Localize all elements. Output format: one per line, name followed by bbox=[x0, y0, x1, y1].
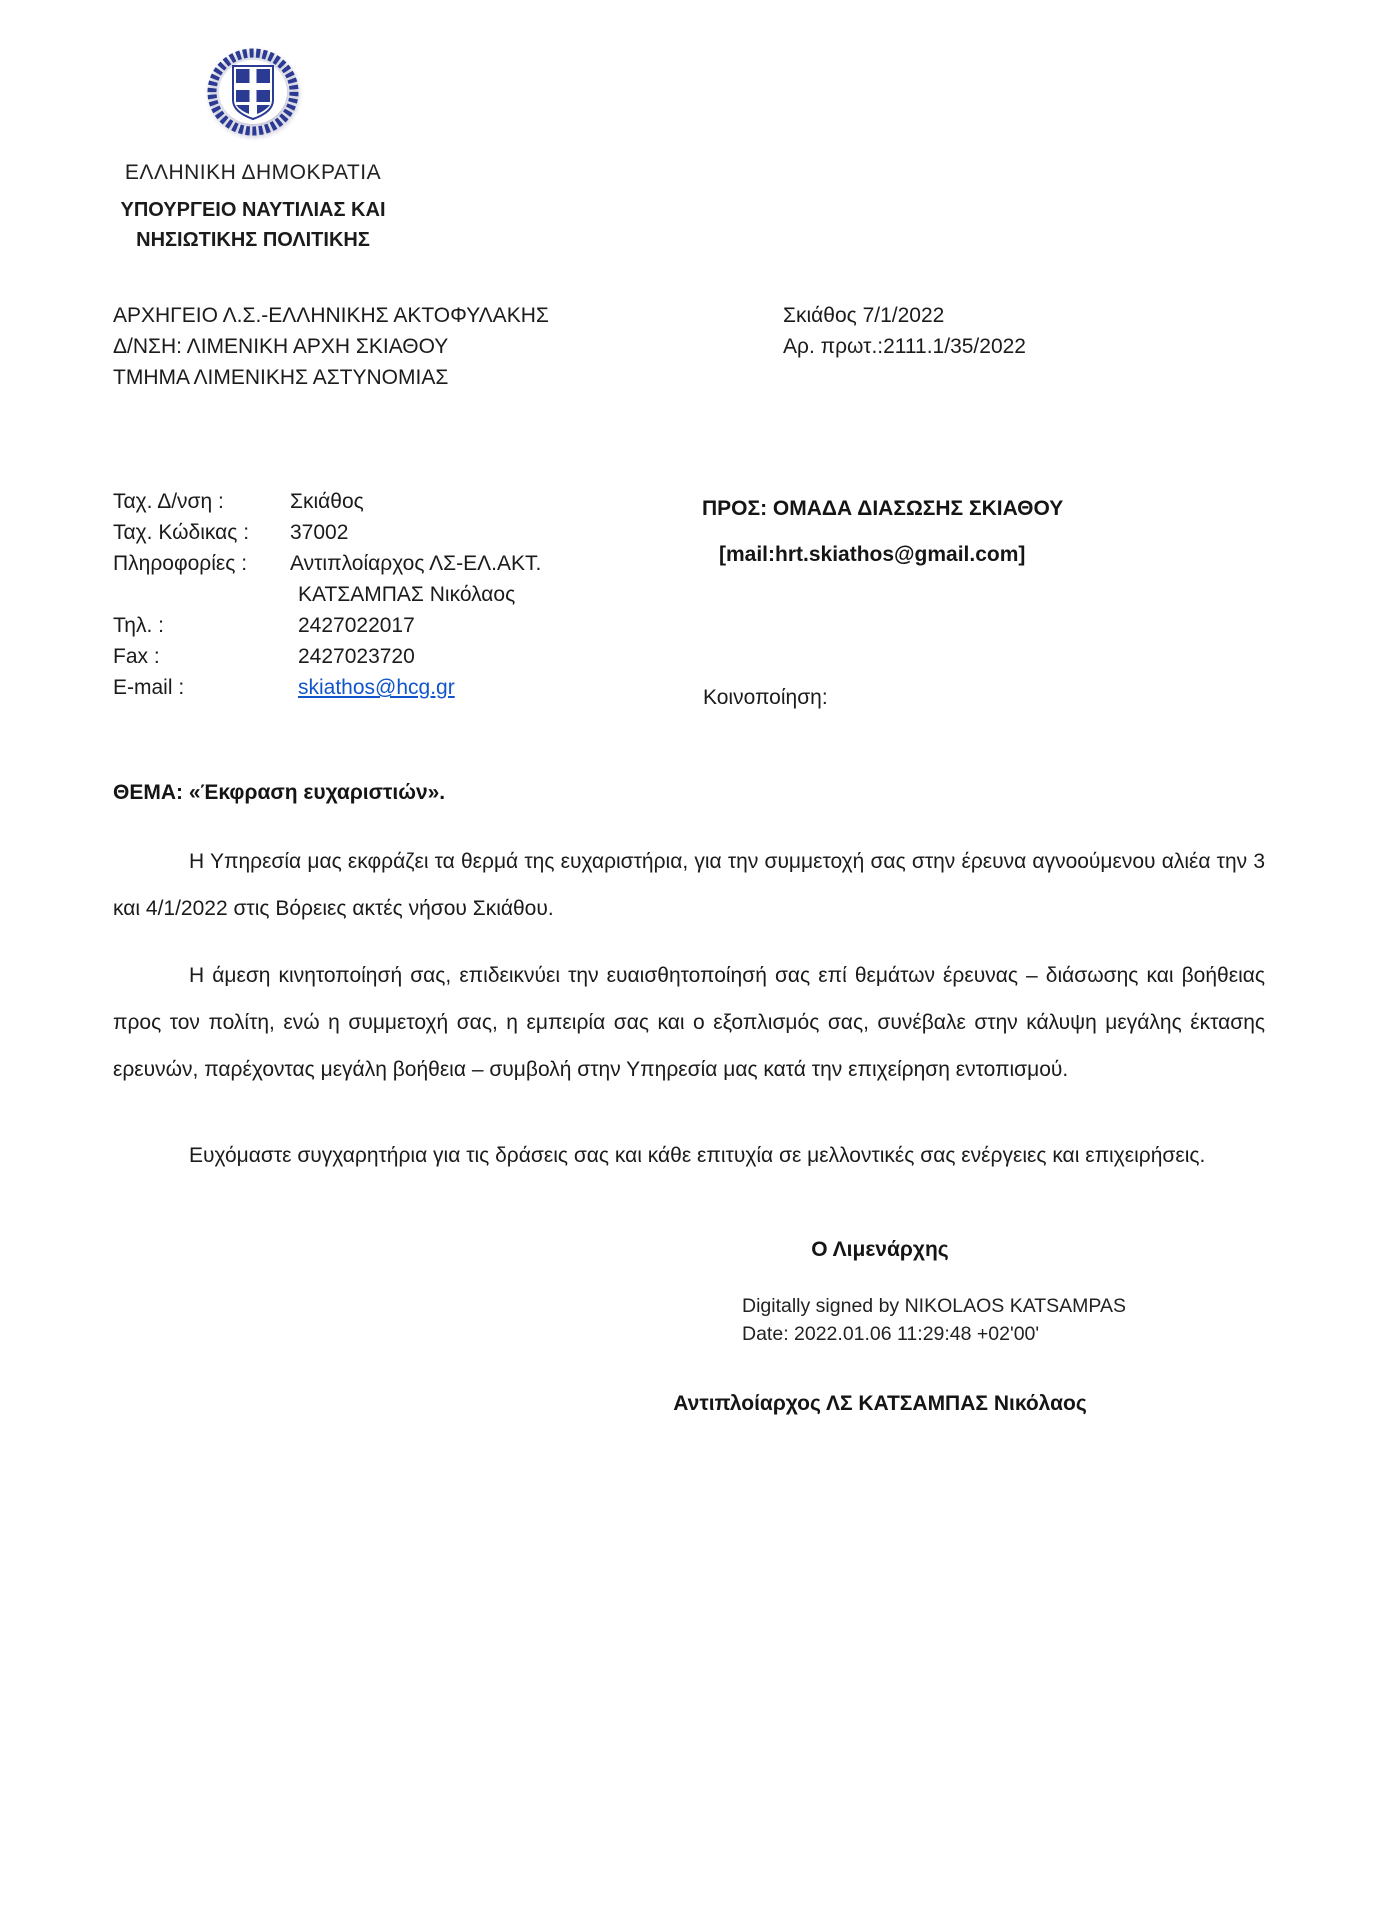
digital-signature-line-2: Date: 2022.01.06 11:29:48 +02'00' bbox=[742, 1323, 1040, 1345]
date-protocol-block bbox=[783, 300, 1026, 362]
contact-value: 2427023720 bbox=[298, 645, 415, 668]
contact-value: Αντιπλοίαρχος ΛΣ-ΕΛ.ΑΚΤ. bbox=[290, 552, 542, 575]
contact-row-officer-name bbox=[113, 579, 541, 610]
protocol-number: Αρ. πρωτ.:2111.1/35/2022 bbox=[783, 335, 1026, 358]
agency-line-hq: ΑΡΧΗΓΕΙΟ Λ.Σ.-ΕΛΛΗΝΙΚΗΣ ΑΚΤΟΦΥΛΑΚΗΣ bbox=[113, 304, 549, 327]
email-link[interactable]: skiathos@hcg.gr bbox=[298, 676, 455, 699]
body-paragraph-2: Η άμεση κινητοποίησή σας, επιδεικνύει την ευαισθητοποίησή σας επί θεμάτων έρευνας – διάσωσης και βοήθειας προς τον πολίτη, ενώ η συμμετοχή σας, η εμπειρία σας και ο εξοπλισμός σας, συνέβαλε στην κάλυψη μεγάλης έκτασης ερευνών, παρέχοντας μεγάλη βοήθεια – συμβολή στην Υπηρεσία μας κατά την επιχείρηση εντοπισμού. bbox=[113, 964, 1265, 1081]
contact-label: E-mail : bbox=[113, 676, 185, 699]
contact-value: 2427022017 bbox=[298, 614, 415, 637]
contact-label: Ταχ. Δ/νση : bbox=[113, 490, 224, 513]
contact-row-address bbox=[113, 486, 541, 517]
contact-label: Πληροφορίες : bbox=[113, 552, 248, 575]
contact-block bbox=[113, 486, 541, 703]
signer-name: Αντιπλοίαρχος ΛΣ ΚΑΤΣΑΜΠΑΣ Νικόλαος bbox=[673, 1392, 1087, 1415]
contact-value: Σκιάθος bbox=[290, 490, 364, 513]
body-paragraph-3: Ευχόμαστε συγχαρητήρια για τις δράσεις σας και κάθε επιτυχία σε μελλοντικές σας ενέργειες και επιχειρήσεις. bbox=[189, 1144, 1206, 1167]
contact-value: ΚΑΤΣΑΜΠΑΣ Νικόλαος bbox=[298, 583, 516, 606]
body-paragraph-1: Η Υπηρεσία μας εκφράζει τα θερμά της ευχαριστήρια, για την συμμετοχή σας στην έρευνα αγνοούμενου αλιέα την 3 και 4/1/2022 στις Βόρειες ακτές νήσου Σκιάθου. bbox=[113, 850, 1265, 920]
ministry-line-2: ΝΗΣΙΩΤΙΚΗΣ ΠΟΛΙΤΙΚΗΣ bbox=[136, 229, 370, 251]
agency-block bbox=[113, 300, 549, 393]
greek-coat-of-arms-icon bbox=[201, 46, 305, 143]
republic-title: ΕΛΛΗΝΙΚΗ ΔΗΜΟΚΡΑΤΙΑ bbox=[124, 161, 382, 184]
digital-signature-line-1: Digitally signed by NIKOLAOS KATSAMPAS bbox=[742, 1295, 1127, 1317]
recipient-mail-line: [mail:hrt.skiathos@gmail.com] bbox=[719, 543, 1026, 566]
letterhead bbox=[108, 46, 398, 255]
ministry-line-1: ΥΠΟΥΡΓΕΙΟ ΝΑΥΤΙΛΙΑΣ ΚΑΙ bbox=[120, 199, 386, 221]
contact-row-email bbox=[113, 672, 541, 703]
cc-label: Κοινοποίηση: bbox=[703, 686, 828, 709]
recipient-to-line: ΠΡΟΣ: ΟΜΑΔΑ ΔΙΑΣΩΣΗΣ ΣΚΙΑΘΟΥ bbox=[702, 497, 1064, 520]
contact-row-postcode bbox=[113, 517, 541, 548]
contact-label: Ταχ. Κώδικας : bbox=[113, 521, 250, 544]
signature-title: Ο Λιμενάρχης bbox=[811, 1238, 949, 1261]
contact-label bbox=[113, 579, 290, 610]
contact-row-fax bbox=[113, 641, 541, 672]
contact-label: Τηλ. : bbox=[113, 614, 164, 637]
contact-label: Fax : bbox=[113, 645, 160, 668]
subject-line: ΘΕΜΑ: «Έκφραση ευχαριστιών». bbox=[113, 781, 446, 804]
contact-value: 37002 bbox=[290, 521, 349, 544]
contact-row-information bbox=[113, 548, 541, 579]
contact-row-phone bbox=[113, 610, 541, 641]
digital-signature-stamp bbox=[742, 1292, 1126, 1348]
agency-line-department: ΤΜΗΜΑ ΛΙΜΕΝΙΚΗΣ ΑΣΤΥΝΟΜΙΑΣ bbox=[113, 366, 449, 389]
place-date: Σκιάθος 7/1/2022 bbox=[783, 304, 945, 327]
agency-line-directorate: Δ/ΝΣΗ: ΛΙΜΕΝΙΚΗ ΑΡΧΗ ΣΚΙΑΘΟΥ bbox=[113, 335, 449, 358]
